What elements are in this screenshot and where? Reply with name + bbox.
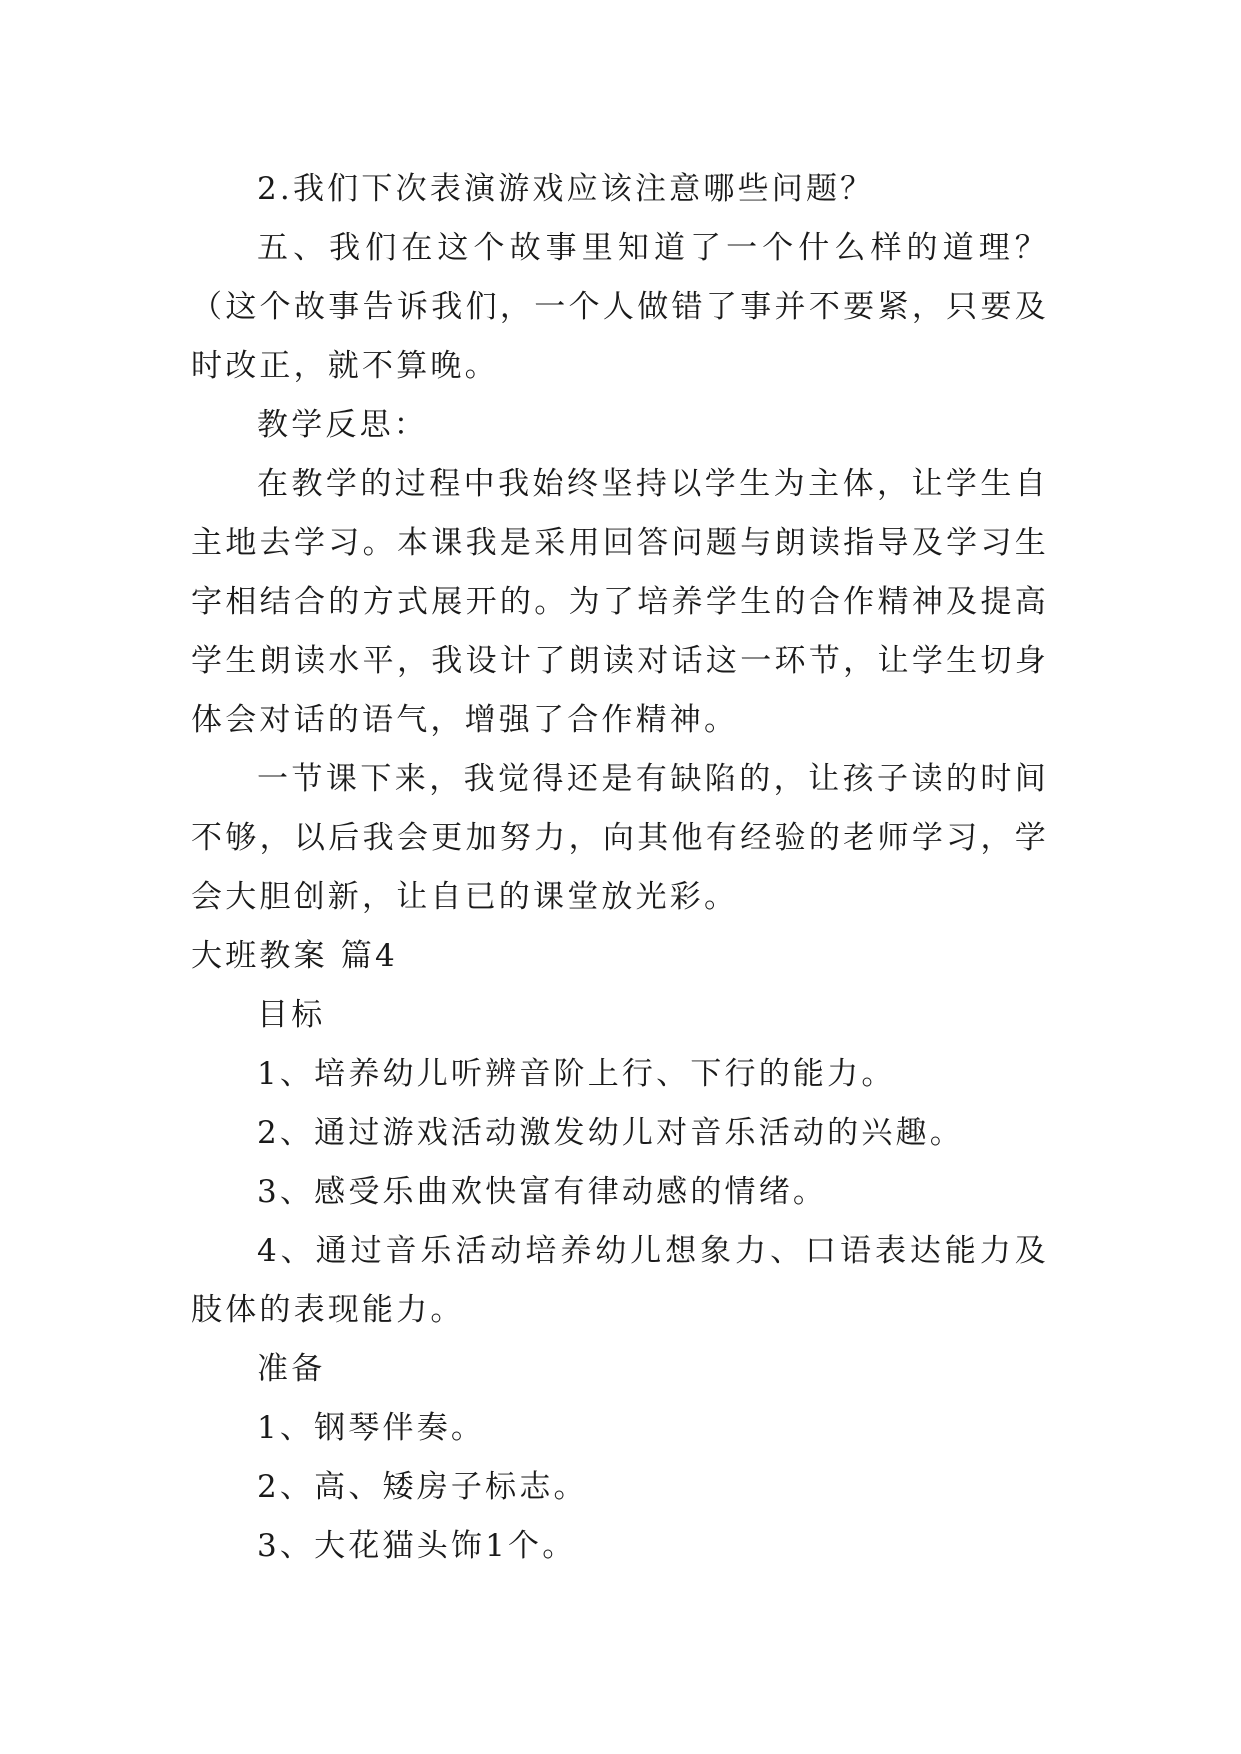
paragraph-prep-1: 1、钢琴伴奏。 (257, 1410, 486, 1446)
paragraph-prep-3: 3、大花猫头饰1个。 (257, 1528, 577, 1564)
paragraph-goal-4: 4、通过音乐活动培养幼儿想象力、口语表达能力及肢体的表现能力。 (191, 1233, 1049, 1328)
paragraph-reflection-summary: 一节课下来，我觉得还是有缺陷的，让孩子读的时间不够，以后我会更加努力，向其他有经验的老师学习，学会大胆创新，让自已的课堂放光彩。 (191, 761, 1049, 915)
paragraph-reflection-title: 教学反思： (257, 407, 428, 443)
paragraph-prep-2: 2、高、矮房子标志。 (257, 1469, 588, 1505)
paragraph-prep-title: 准备 (257, 1351, 326, 1387)
paragraph-goal-3: 3、感受乐曲欢快富有律动感的情绪。 (257, 1174, 828, 1210)
paragraph-question-2: 2.我们下次表演游戏应该注意哪些问题？ (257, 171, 875, 207)
paragraph-reflection-body: 在教学的过程中我始终坚持以学生为主体，让学生自主地去学习。本课我是采用回答问题与朗读指导及学习生字相结合的方式展开的。为了培养学生的合作精神及提高学生朗读水平，我设计了朗读对话这一环节，让学生切身体会对话的语气，增强了合作精神。 (191, 466, 1049, 738)
paragraph-goals-title: 目标 (257, 997, 326, 1033)
paragraph-goal-1: 1、培养幼儿听辨音阶上行、下行的能力。 (257, 1056, 896, 1092)
document-page (191, 160, 1049, 1576)
section-heading: 大班教案 篇4 (191, 938, 398, 974)
paragraph-goal-2: 2、通过游戏活动激发幼儿对音乐活动的兴趣。 (257, 1115, 964, 1151)
paragraph-section-five: 五、我们在这个故事里知道了一个什么样的道理？（这个故事告诉我们，一个人做错了事并不要紧，只要及时改正，就不算晚。 (191, 230, 1049, 384)
